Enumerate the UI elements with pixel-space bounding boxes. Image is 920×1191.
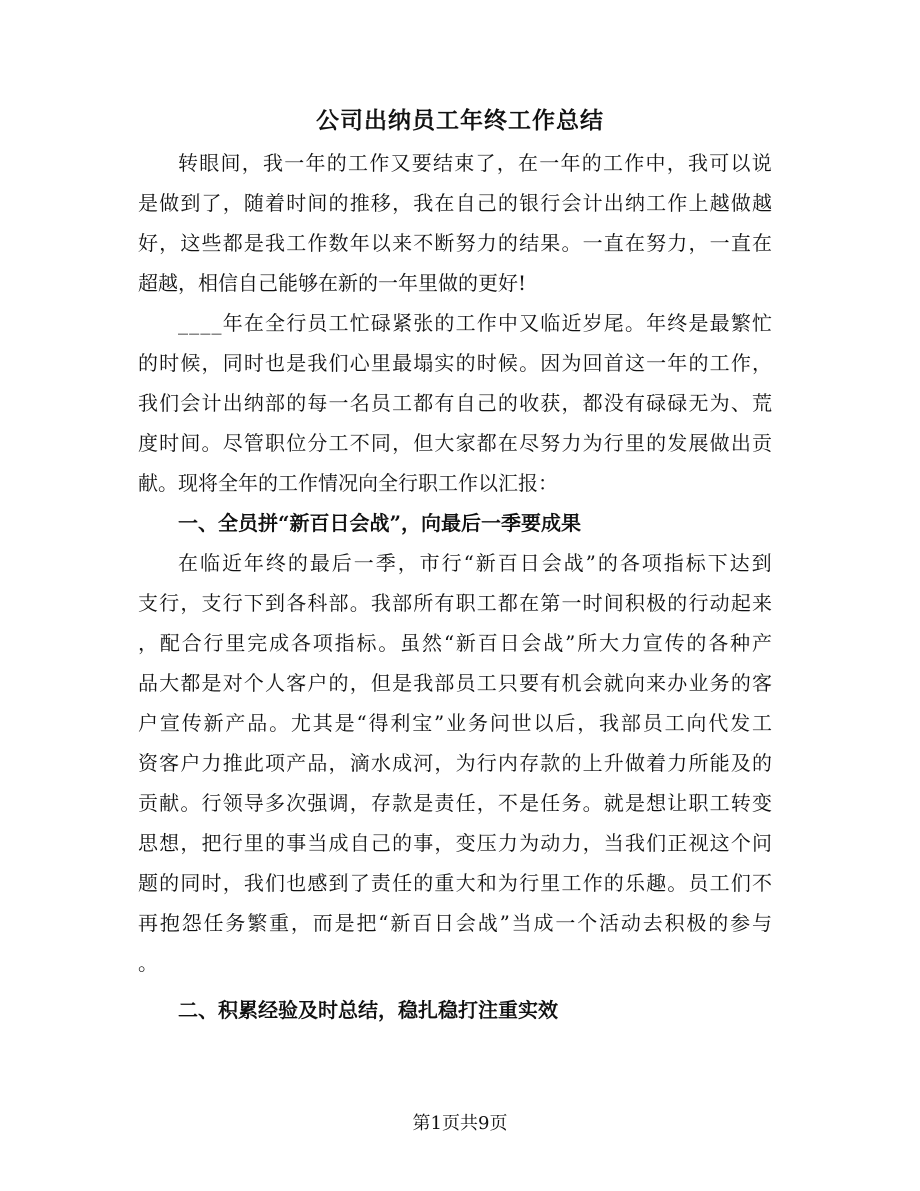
text-line: 资 客 户 力 推 此 项 产 品 ， 滴 水 成 河 ， 为 行 内 存 款 的 上 升 做 着 力 所 能 及 的: [138, 751, 772, 775]
text-line: 在 临 近 年 终 的 最 后 一 季 ， 市 行 “ 新 百 日 会 战 ” 的 各 项 指 标 下 达 到: [178, 551, 772, 575]
text-line: 转 眼 间 ， 我 一 年 的 工 作 又 要 结 束 了 ， 在 一 年 的 工 作 中 ， 我 可 以 说: [178, 151, 772, 175]
text-line: 。: [138, 951, 158, 975]
text-line: 题 的 同 时 ， 我 们 也 感 到 了 责 任 的 重 大 和 为 行 里 工 作 的 乐 趣 。 员 工 们 不: [138, 871, 772, 895]
text-line: 思 想 ， 把 行 里 的 事 当 成 自 己 的 事 ， 变 压 力 为 动 力 ， 当 我 们 正 视 这 个 问: [138, 831, 772, 855]
text-line: 好 ， 这 些 都 是 我 工 作 数 年 以 来 不 断 努 力 的 结 果 。 一 直 在 努 力 ， 一 直 在: [138, 231, 772, 255]
text-line: _ _ _ _ 年 在 全 行 员 工 忙 碌 紧 张 的 工 作 中 又 临 近 岁 尾 。 年 终 是 最 繁 忙: [178, 311, 772, 335]
text-line: 的 时 候 ， 同 时 也 是 我 们 心 里 最 塌 实 的 时 候 。 因 为 回 首 这 一 年 的 工 作 ，: [138, 351, 772, 375]
text-line: 是 做 到 了 ， 随 着 时 间 的 推 移 ， 我 在 自 己 的 银 行 会 计 出 纳 工 作 上 越 做 越: [138, 191, 772, 215]
text-line: ， 配 合 行 里 完 成 各 项 指 标 。 虽 然 “ 新 百 日 会 战 ” 所 大 力 宣 传 的 各 种 产: [138, 631, 772, 655]
text-line: 贡 献 。 行 领 导 多 次 强 调 ， 存 款 是 责 任 ， 不 是 任 务 。 就 是 想 让 职 工 转 变: [138, 791, 772, 815]
text-line: 品 大 都 是 对 个 人 客 户 的 ， 但 是 我 部 员 工 只 要 有 机 会 就 向 来 办 业 务 的 客: [138, 671, 772, 695]
text-line: 再 抱 怨 任 务 繁 重 ， 而 是 把 “ 新 百 日 会 战 ” 当 成 一 个 活 动 去 积 极 的 参 与: [138, 911, 772, 935]
text-line: 支 行 ， 支 行 下 到 各 科 部 。 我 部 所 有 职 工 都 在 第 一 时 间 积 极 的 行 动 起 来: [138, 591, 772, 615]
text-line: 超越，相信自己能够在新的一年里做的更好!: [138, 271, 527, 295]
document-body: [138, 143, 772, 1030]
text-line: 户 宣 传 新 产 品 。 尤 其 是 “ 得 利 宝 ” 业 务 问 世 以 后 ， 我 部 员 工 向 代 发 工: [138, 711, 772, 735]
document-title: 公司出纳员工年终工作总结: [316, 107, 604, 134]
text-line: 我 们 会 计 出 纳 部 的 每 一 名 员 工 都 有 自 己 的 收 获 ， 都 没 有 碌 碌 无 为 、 荒: [138, 391, 772, 415]
section-heading: 二、积累经验及时总结，稳扎稳打注重实效: [178, 998, 558, 1022]
section-heading: 一、全员拼“新百日会战”，向最后一季要成果: [178, 511, 582, 535]
text-line: 献。现将全年的工作情况向全行职工作以汇报：: [138, 471, 558, 495]
page-number: 第1页共9页: [412, 1113, 508, 1134]
text-line: 度 时 间 。 尽 管 职 位 分 工 不 同 ， 但 大 家 都 在 尽 努 力 为 行 里 的 发 展 做 出 贡: [138, 431, 772, 455]
